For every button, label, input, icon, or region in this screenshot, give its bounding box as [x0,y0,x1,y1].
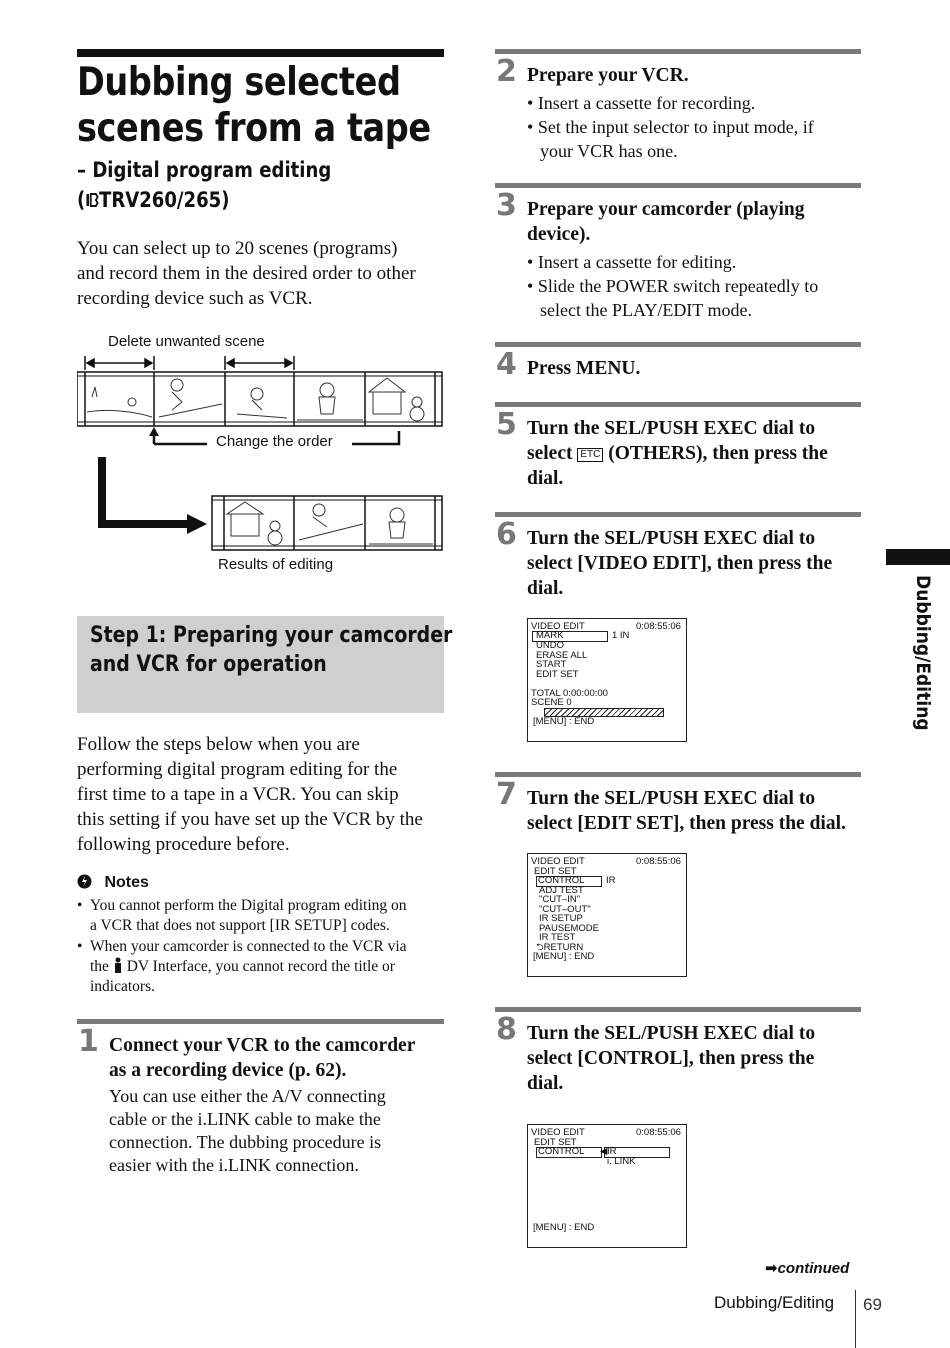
note-2-line-3: indicators. [90,978,155,995]
delete-label: Delete unwanted scene [108,333,265,350]
note-2-line-2: the DV Interface, you cannot record the title or [90,958,395,975]
side-tab [886,549,950,565]
page-subtitle: – Digital program editing ( TRV260/265) [77,158,332,212]
return-icon: ⮌ [536,942,544,953]
step-3-heading: Prepare your camcorder (playing device). [527,199,805,245]
step-3-rule [495,183,861,188]
step-2-number: 2 [496,54,517,89]
step-4-heading: Press MENU. [527,358,641,379]
step-1-body: You can use either the A/V connecting cable or the i.LINK cable to make the connection. The dubbing procedure is easier with the i.LINK connection. [109,1086,386,1175]
step-8-heading: Turn the SEL/PUSH EXEC dial to select [CONTROL], then press the dial. [527,1023,816,1094]
step-6-rule [495,512,861,517]
step-2-bullets: • Insert a cassette for recording. • Set the input selector to input mode, if your VCR has one. [527,93,814,161]
selector-arrow-icon: ◀ [600,1146,608,1157]
step-7-heading: Turn the SEL/PUSH EXEC dial to select [EDIT SET], then press the dial. [527,788,846,834]
step-2-rule [495,49,861,54]
notes-icon [77,874,92,889]
step-6-number: 6 [496,517,517,552]
step-8-number: 8 [496,1012,517,1047]
footer-divider [855,1290,856,1348]
step-8-rule [495,1007,861,1012]
arrow-right-icon: ➡ [765,1260,778,1277]
step-7-number: 7 [496,777,517,812]
etc-icon: ETC [577,448,603,462]
footer-section: Dubbing/Editing [714,1293,835,1312]
side-section-label: Dubbing/Editing [912,575,934,731]
step-1-number: 1 [78,1024,99,1059]
intro-text: You can select up to 20 scenes (programs) and record them in the desired order to other recording device such as VCR. [77,238,416,309]
step-2-heading: Prepare your VCR. [527,65,689,86]
step-4-rule [495,342,861,347]
editing-diagram [77,352,447,557]
step-7-rule [495,772,861,777]
results-label: Results of editing [218,556,334,573]
dv-connector-icon [113,957,123,973]
step-1-rule [77,1019,444,1024]
step-3-number: 3 [496,188,517,223]
step-1-heading: Connect your VCR to the camcorder as a recording device (p. 62). [109,1035,416,1081]
step1-box-title: Step 1: Preparing your camcorder and VCR for operation [90,623,453,677]
step-5-rule [495,402,861,407]
step-5-number: 5 [496,407,517,442]
follow-text: Follow the steps below when you are performing digital program editing for the first time to a tape in a VCR. You can skip this setting if you have set up the VCR by the following procedure before. [77,734,423,855]
video-edit-screen-1: VIDEO EDIT 0:08:55:06 MARK 1 IN UNDO ERASE ALL START EDIT SET TOTAL 0:00:00:00 SCENE 0 [MENU] : END [527,618,687,742]
change-order-label: Change the order [216,433,333,450]
page-number: 69 [863,1295,882,1314]
step-4-number: 4 [496,347,517,382]
note-2-line-1: When your camcorder is connected to the VCR via [90,938,407,955]
note-1-line-2: a VCR that does not support [IR SETUP] codes. [90,917,390,934]
page-title: Dubbing selected scenes from a tape [77,60,431,151]
continued-label: ➡continued [765,1260,850,1277]
step-3-bullets: • Insert a cassette for editing. • Slide the POWER switch repeatedly to select the PLAY/EDIT mode. [527,252,819,320]
video-edit-screen-3: VIDEO EDIT 0:08:55:06 EDIT SET CONTROL ◀ IR i. LINK [MENU] : END [527,1124,687,1248]
dv-icon [85,191,99,209]
step-5-heading: Turn the SEL/PUSH EXEC dial to select ETC (OTHERS), then press the dial. [527,418,828,489]
notes-heading: Notes [77,874,149,892]
title-rule [77,49,444,57]
note-1-line-1: You cannot perform the Digital program editing on [90,897,407,914]
return-item: ⮌RETURN [536,942,584,953]
video-edit-screen-2: VIDEO EDIT 0:08:55:06 EDIT SET CONTROL IR ADJ TEST "CUT–IN" "CUT–OUT" IR SETUP PAUSEMODE IR TEST ⮌RETURN [MENU] : END [527,853,687,977]
step-6-heading: Turn the SEL/PUSH EXEC dial to select [VIDEO EDIT], then press the dial. [527,528,833,599]
